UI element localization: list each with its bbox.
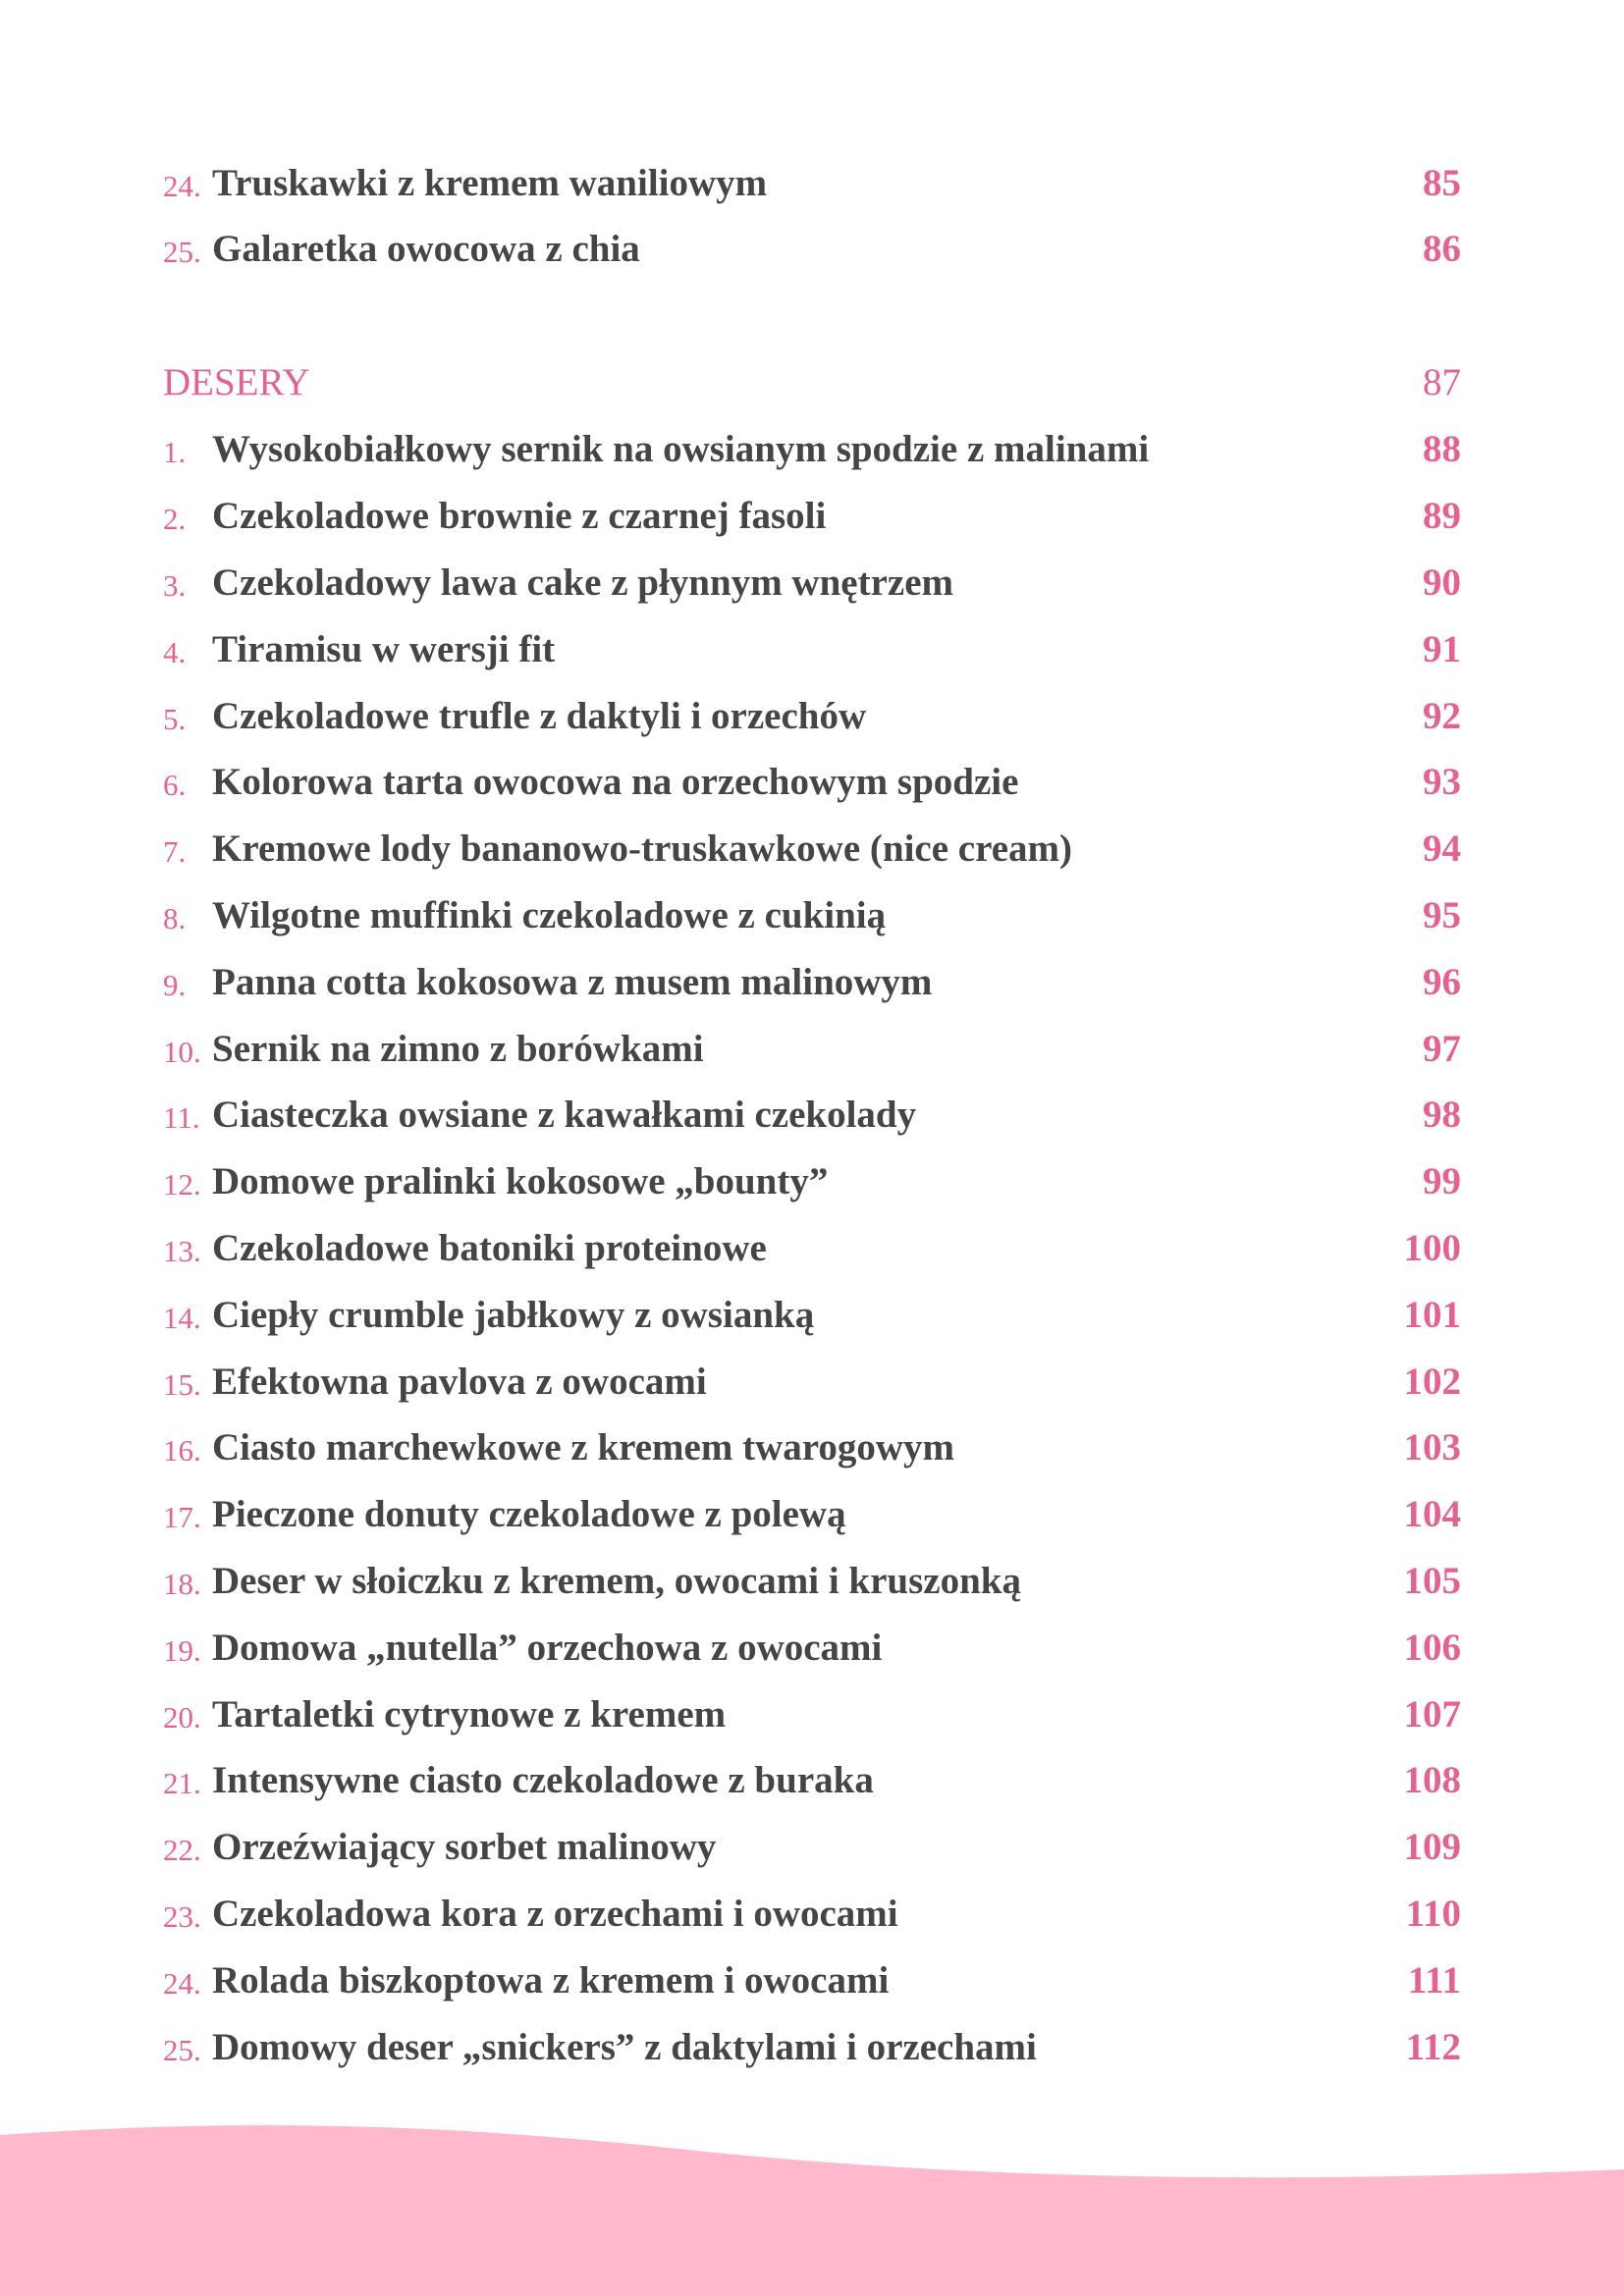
entry-number: 23.	[163, 1899, 201, 1934]
entry-page-number: 100	[1403, 1227, 1461, 1269]
toc-entry[interactable]	[163, 1892, 1461, 1950]
entry-number: 5.	[163, 702, 187, 736]
entry-number: 25.	[163, 2033, 201, 2067]
entry-page-number: 85	[1423, 162, 1461, 204]
toc-entry[interactable]	[163, 1692, 1461, 1751]
entry-page-number: 86	[1423, 228, 1461, 270]
toc-entry[interactable]	[163, 1958, 1461, 2017]
entry-title: Kremowe lody bananowo-truskawkowe (nice cream)	[212, 828, 1072, 870]
entry-page-number: 109	[1403, 1826, 1461, 1868]
entry-page-number: 99	[1423, 1160, 1461, 1202]
entry-number: 12.	[163, 1167, 201, 1201]
entry-number: 6.	[163, 768, 187, 802]
entry-title: Czekoladowe trufle z daktyli i orzechów	[212, 695, 867, 737]
entry-title: Deser w słoiczku z kremem, owocami i kruszonką	[212, 1560, 1021, 1602]
entry-page-number: 94	[1423, 828, 1461, 870]
entry-number: 7.	[163, 834, 187, 869]
entry-number: 10.	[163, 1035, 201, 1069]
entry-page-number: 91	[1423, 628, 1461, 670]
entry-title: Ciepły crumble jabłkowy z owsianką	[212, 1294, 815, 1336]
entry-page-number: 96	[1423, 961, 1461, 1003]
entry-title: Wysokobiałkowy sernik na owsianym spodzie z malinami	[212, 428, 1150, 470]
entry-number: 25.	[163, 235, 201, 269]
entry-number: 24.	[163, 1966, 201, 2001]
entry-title: Domowy deser „snickers” z daktylami i orzechami	[212, 2026, 1037, 2068]
toc-entry[interactable]	[163, 1226, 1461, 1285]
entry-title: Intensywne ciasto czekoladowe z buraka	[212, 1759, 874, 1801]
entry-page-number: 98	[1423, 1094, 1461, 1136]
entry-title: Czekoladowa kora z orzechami i owocami	[212, 1893, 898, 1935]
entry-number: 3.	[163, 568, 187, 603]
entry-number: 1.	[163, 435, 187, 469]
toc-entry[interactable]	[163, 1825, 1461, 1884]
entry-title: Domowa „nutella” orzechowa z owocami	[212, 1627, 883, 1669]
entry-number: 20.	[163, 1700, 201, 1735]
entry-number: 8.	[163, 901, 187, 935]
toc-entry[interactable]	[163, 1758, 1461, 1817]
entry-page-number: 90	[1423, 561, 1461, 604]
entry-page-number: 97	[1423, 1028, 1461, 1070]
entry-page-number: 108	[1403, 1759, 1461, 1801]
toc-entry[interactable]	[163, 1093, 1461, 1151]
entry-page-number: 105	[1403, 1560, 1461, 1602]
toc-entry[interactable]	[163, 760, 1461, 819]
entry-page-number: 102	[1403, 1361, 1461, 1403]
toc-entry[interactable]	[163, 1027, 1461, 1086]
entry-title: Rolada biszkoptowa z kremem i owocami	[212, 1959, 890, 2002]
toc-entry[interactable]	[163, 893, 1461, 952]
entry-number: 19.	[163, 1633, 201, 1668]
entry-title: Tartaletki cytrynowe z kremem	[212, 1693, 727, 1735]
entry-title: Ciasto marchewkowe z kremem twarogowym	[212, 1426, 955, 1468]
toc-entry[interactable]	[163, 2025, 1461, 2084]
entry-page-number: 95	[1423, 894, 1461, 936]
toc-entry[interactable]	[163, 161, 1461, 220]
entry-title: Truskawki z kremem waniliowym	[212, 162, 768, 204]
toc-entry[interactable]	[163, 960, 1461, 1019]
entry-title: Czekoladowe brownie z czarnej fasoli	[212, 495, 827, 537]
entry-page-number: 110	[1405, 1893, 1461, 1935]
entry-title: Galaretka owocowa z chia	[212, 228, 640, 270]
entry-number: 13.	[163, 1234, 201, 1268]
entry-title: Czekoladowe batoniki proteinowe	[212, 1227, 767, 1269]
entry-title: Tiramisu w wersji fit	[212, 628, 556, 670]
entry-number: 14.	[163, 1301, 201, 1335]
entry-page-number: 107	[1403, 1693, 1461, 1735]
entry-title: Czekoladowy lawa cake z płynnym wnętrzem	[212, 561, 953, 604]
entry-number: 15.	[163, 1367, 201, 1402]
entry-page-number: 104	[1403, 1493, 1461, 1535]
entry-number: 9.	[163, 968, 187, 1002]
entry-number: 11.	[163, 1100, 200, 1135]
toc-entry[interactable]	[163, 694, 1461, 753]
entry-number: 4.	[163, 635, 187, 669]
toc-entry[interactable]	[163, 1360, 1461, 1418]
entry-title: Ciasteczka owsiane z kawałkami czekolady	[212, 1094, 917, 1136]
entry-number: 24.	[163, 169, 201, 203]
toc-entry[interactable]	[163, 427, 1461, 486]
section-title: DESERY	[163, 361, 310, 403]
entry-page-number: 93	[1423, 761, 1461, 803]
entry-title: Efektowna pavlova z owocami	[212, 1361, 707, 1403]
entry-title: Domowe pralinki kokosowe „bounty”	[212, 1160, 829, 1202]
entry-number: 18.	[163, 1567, 201, 1601]
decorative-wave	[0, 2110, 1624, 2296]
entry-page-number: 101	[1403, 1294, 1461, 1336]
section-page-number: 87	[1423, 361, 1461, 403]
entry-number: 22.	[163, 1833, 201, 1867]
entry-title: Orzeźwiający sorbet malinowy	[212, 1826, 717, 1868]
entry-number: 16.	[163, 1433, 201, 1468]
entry-page-number: 89	[1423, 495, 1461, 537]
toc-entry[interactable]	[163, 561, 1461, 619]
toc-entry[interactable]	[163, 627, 1461, 686]
entry-page-number: 111	[1407, 1959, 1461, 2002]
toc-entry[interactable]	[163, 1626, 1461, 1684]
entry-title: Wilgotne muffinki czekoladowe z cukinią	[212, 894, 887, 936]
entry-page-number: 103	[1403, 1426, 1461, 1468]
section-heading[interactable]	[163, 360, 1461, 419]
entry-title: Pieczone donuty czekoladowe z polewą	[212, 1493, 846, 1535]
toc-entry[interactable]	[163, 494, 1461, 553]
toc-entry[interactable]	[163, 1492, 1461, 1551]
entry-page-number: 92	[1423, 695, 1461, 737]
entry-number: 2.	[163, 502, 187, 536]
entry-title: Panna cotta kokosowa z musem malinowym	[212, 961, 933, 1003]
entry-title: Kolorowa tarta owocowa na orzechowym spodzie	[212, 761, 1019, 803]
entry-page-number: 106	[1403, 1627, 1461, 1669]
toc-entry[interactable]	[163, 827, 1461, 885]
entry-page-number: 112	[1405, 2026, 1461, 2068]
toc-entry[interactable]	[163, 1159, 1461, 1218]
toc-entry[interactable]	[163, 1425, 1461, 1484]
entry-page-number: 88	[1423, 428, 1461, 470]
entry-number: 17.	[163, 1500, 201, 1534]
toc-entry[interactable]	[163, 1559, 1461, 1618]
entry-number: 21.	[163, 1766, 201, 1800]
toc-entry[interactable]	[163, 227, 1461, 286]
toc-entry[interactable]	[163, 1293, 1461, 1352]
entry-title: Sernik na zimno z borówkami	[212, 1028, 704, 1070]
